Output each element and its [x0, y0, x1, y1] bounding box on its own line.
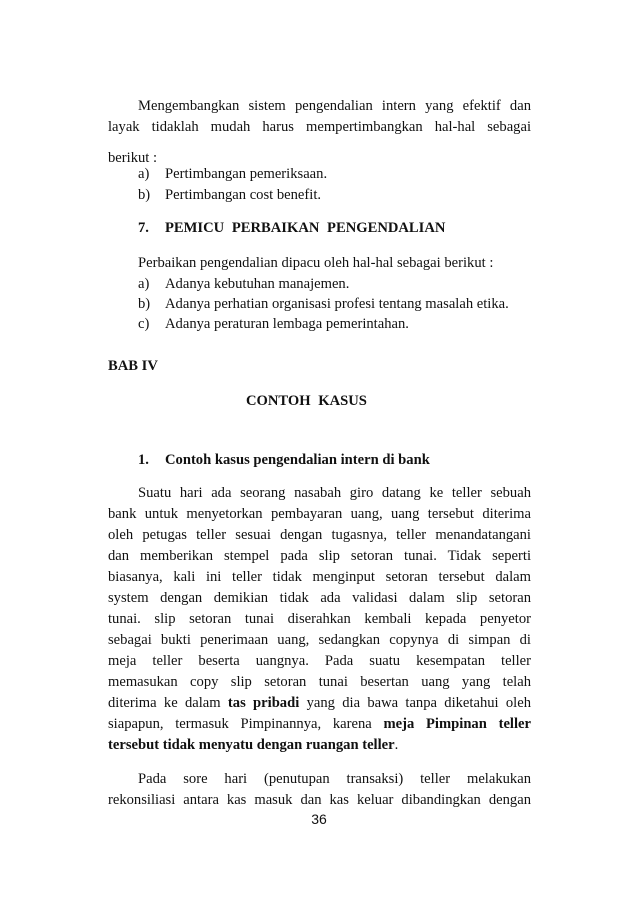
page-number: 36 [311, 811, 327, 827]
chapter-label: BAB IV [108, 358, 158, 374]
list-marker: b) [138, 296, 151, 312]
case-line: biasanya, kali ini teller tidak menginput setoran tersebut dalam [108, 569, 531, 585]
case-number: 1. [138, 452, 149, 468]
list-marker: a) [138, 276, 150, 292]
section-number: 7. [138, 220, 149, 236]
case-line: Suatu hari ada seorang nasabah giro datang ke teller sebuah [138, 485, 531, 501]
list-text: Adanya kebutuhan manajemen. [165, 276, 350, 292]
chapter-title: CONTOH KASUS [246, 393, 367, 409]
intro-line-2: layak tidaklah mudah harus mempertimbangkan hal-hal sebagai [108, 119, 531, 135]
case-text: . [394, 737, 399, 753]
trigger-item [138, 314, 409, 335]
list-text: Adanya perhatian organisasi profesi tentang masalah etika. [165, 296, 509, 312]
list-marker: c) [138, 316, 150, 332]
consideration-item [138, 185, 321, 206]
case-line [108, 693, 531, 714]
closing-line-1: Pada sore hari (penutupan transaksi) teller melakukan [138, 771, 531, 787]
closing-line-2: rekonsiliasi antara kas masuk dan kas keluar dibandingkan dengan [108, 792, 531, 808]
case-line: sebagai bukti penerimaan uang, sedangkan copynya di simpan di [108, 632, 531, 648]
trigger-item [138, 274, 349, 295]
trigger-item [138, 294, 509, 315]
case-line: tunai. slip setoran tunai diserahkan kembali kepada penyetor [108, 611, 531, 627]
list-marker: b) [138, 187, 151, 203]
case-text: siapapun, termasuk Pimpinannya, karena [108, 716, 384, 732]
consideration-item [138, 164, 327, 185]
case-emphasis: tersebut tidak menyatu dengan ruangan teller [108, 737, 395, 753]
case-text: diterima ke dalam [108, 695, 228, 711]
intro-line-3: berikut : [108, 150, 158, 166]
section-title: PEMICU PERBAIKAN PENGENDALIAN [165, 220, 446, 236]
case-line: memasukan copy slip setoran tunai besertan uang yang telah [108, 674, 531, 690]
section-heading [138, 218, 445, 238]
case-emphasis: tas pribadi [227, 695, 300, 711]
list-text: Pertimbangan pemeriksaan. [165, 166, 328, 182]
list-marker: a) [138, 166, 150, 182]
list-text: Pertimbangan cost benefit. [165, 187, 322, 203]
case-emphasis: meja Pimpinan teller [383, 716, 531, 732]
case-title: Contoh kasus pengendalian intern di bank [165, 452, 430, 468]
intro-line-1: Mengembangkan sistem pengendalian intern yang efektif dan [138, 98, 531, 114]
case-line: dan memberikan stempel pada slip setoran tunai. Tidak seperti [108, 548, 531, 564]
triggers-intro: Perbaikan pengendalian dipacu oleh hal-hal sebagai berikut : [138, 255, 494, 271]
case-heading [138, 450, 430, 470]
case-line: oleh petugas teller sesuai dengan tugasnya, teller menandatangani [108, 527, 531, 543]
case-line [108, 714, 531, 735]
case-line [108, 735, 531, 756]
case-text: yang dia bawa tanpa diketahui oleh [299, 695, 532, 711]
case-line: system dengan demikian tidak ada validasi dalam slip setoran [108, 590, 531, 606]
list-text: Adanya peraturan lembaga pemerintahan. [165, 316, 409, 332]
case-line: meja teller beserta uangnya. Pada suatu kesempatan teller [108, 653, 531, 669]
case-line: bank untuk menyetorkan pembayaran uang, uang tersebut diterima [108, 506, 531, 522]
